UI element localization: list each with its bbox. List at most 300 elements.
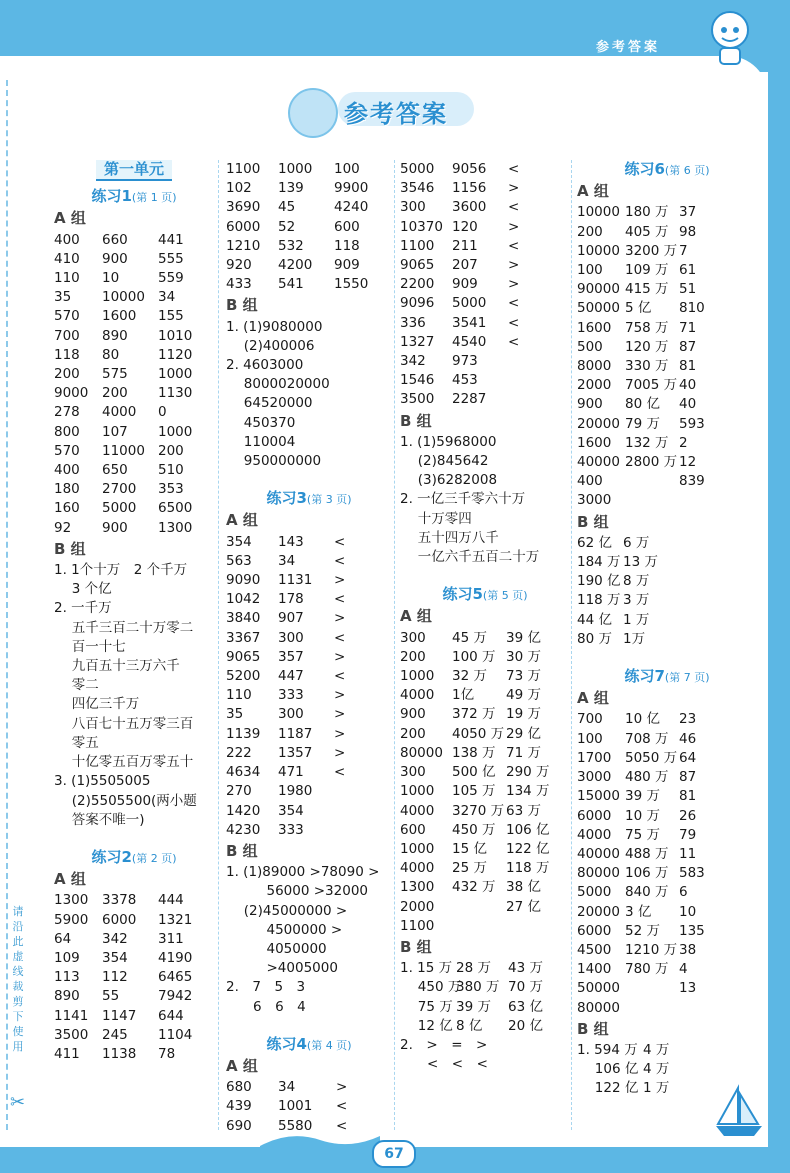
table-cell: 134 万 <box>506 783 550 800</box>
table-row <box>577 261 757 280</box>
table-cell: 810 <box>679 300 705 317</box>
table-cell: 3500 <box>400 391 435 408</box>
table-cell: 7 <box>679 242 688 259</box>
table-cell: 40 <box>679 396 697 413</box>
table-cell: 9065 <box>400 257 435 274</box>
table-cell: 354 <box>102 949 128 966</box>
answer-line: 3. (1)5505005 <box>54 773 151 790</box>
table-cell: 907 <box>278 610 304 627</box>
cut-line <box>6 80 8 1130</box>
table-cell: 4500 <box>577 941 612 958</box>
answer-table <box>577 710 757 1017</box>
answer-line: 十万零四 <box>400 510 472 527</box>
table-cell <box>508 352 548 371</box>
column-2 <box>226 160 392 1136</box>
exercise-7-title <box>577 667 757 687</box>
answer-line: 1. (1)9080000 <box>226 318 323 335</box>
table-cell <box>452 898 506 917</box>
answer-line: 56000 >32000 <box>226 883 368 900</box>
table-cell: 300 <box>400 764 426 781</box>
table-cell: 583 <box>679 865 705 882</box>
table-cell: 1. 15 万 <box>400 960 453 977</box>
table-cell <box>334 821 374 840</box>
table-cell: 354 <box>226 533 252 550</box>
column-divider <box>571 160 572 1130</box>
table-cell: 26 <box>679 807 697 824</box>
table-cell: 2800 万 <box>625 454 678 471</box>
table-cell: 400 <box>54 231 80 248</box>
table-cell: 1131 <box>278 572 313 589</box>
group-b-label: B 组 <box>400 937 432 956</box>
table-row <box>226 590 392 609</box>
page-number: 67 <box>372 1140 416 1168</box>
table-cell: 5580 <box>278 1117 313 1134</box>
table-cell: 118 万 <box>577 592 621 609</box>
table-cell: 122 亿 <box>506 840 550 857</box>
table-cell: 1147 <box>102 1007 137 1024</box>
table-cell: 245 <box>102 1026 128 1043</box>
group-a-label: A 组 <box>226 1056 258 1075</box>
table-cell: 34 <box>158 289 176 306</box>
exercise-page: (第 4 页) <box>306 1038 352 1052</box>
table-cell: 2000 <box>577 377 612 394</box>
table-cell: 1420 <box>226 802 261 819</box>
table-cell: 200 <box>400 648 426 665</box>
table-cell: 1357 <box>278 744 313 761</box>
table-row <box>577 883 757 902</box>
table-row <box>226 648 392 667</box>
table-cell: 1300 <box>54 892 89 909</box>
table-row <box>577 845 757 864</box>
answer-line: 零二 <box>54 677 99 694</box>
table-row <box>400 998 570 1017</box>
answer-line: 零五 <box>54 734 99 751</box>
table-cell: 600 <box>400 821 426 838</box>
table-row <box>577 864 757 883</box>
table-row <box>54 365 214 384</box>
exercise-name: 练习7 <box>624 667 665 686</box>
group-b-label: B 组 <box>226 296 258 315</box>
table-cell: 400 <box>54 462 80 479</box>
table-cell: 1000 <box>278 161 313 177</box>
table-cell: 106 万 <box>625 865 669 882</box>
table-cell: 1000 <box>400 783 435 800</box>
table-row <box>226 1078 392 1097</box>
table-cell: > <box>508 276 520 293</box>
table-cell: 98 <box>679 223 697 240</box>
table-row <box>577 630 757 649</box>
table-row <box>226 237 392 256</box>
table-cell: 102 <box>226 180 252 197</box>
table-cell: 40000 <box>577 454 620 471</box>
table-row <box>577 787 757 806</box>
table-cell: 35 <box>54 289 72 306</box>
table-cell: 8000 <box>577 358 612 375</box>
header-label: 参考答案 <box>596 40 661 55</box>
table-cell <box>679 491 719 510</box>
table-cell <box>508 371 548 390</box>
table-cell: 3000 <box>577 492 612 509</box>
table-cell: 1000 <box>158 366 193 383</box>
table-cell: 9056 <box>452 161 487 177</box>
table-cell: 222 <box>226 744 252 761</box>
table-cell: 4000 <box>400 860 435 877</box>
table-cell: 500 亿 <box>452 764 496 781</box>
table-cell: 532 <box>278 237 304 254</box>
table-row <box>400 978 570 997</box>
answer-table <box>226 160 392 294</box>
table-row <box>54 968 214 987</box>
table-cell: 100 万 <box>452 648 496 665</box>
answer-line: 百一十七 <box>54 638 126 655</box>
table-cell: 20 亿 <box>508 1017 543 1034</box>
table-row <box>400 218 570 237</box>
answer-line: (2)845642 <box>400 453 489 470</box>
table-cell: 5 亿 <box>625 300 652 317</box>
table-cell: 6000 <box>577 922 612 939</box>
table-cell: < <box>334 591 346 608</box>
table-cell <box>625 472 679 491</box>
table-cell: 555 <box>158 250 184 267</box>
table-row <box>226 667 392 686</box>
table-cell: 75 万 <box>625 826 660 843</box>
answer-table <box>400 629 570 936</box>
table-row <box>400 725 570 744</box>
table-cell: 1210 万 <box>625 941 678 958</box>
table-cell: 439 <box>226 1098 252 1115</box>
table-cell: 380 万 <box>456 979 500 996</box>
table-cell <box>625 999 679 1018</box>
table-row <box>577 534 757 553</box>
table-cell: 100 <box>577 262 603 279</box>
group-b-label: B 组 <box>577 1019 609 1038</box>
table-cell: 200 <box>158 442 184 459</box>
table-cell: 9900 <box>334 180 369 197</box>
table-cell: < <box>508 199 520 216</box>
table-cell: 118 <box>334 237 360 254</box>
table-cell: 3367 <box>226 629 261 646</box>
table-cell: 50000 <box>577 300 620 317</box>
table-cell: 471 <box>278 764 304 781</box>
answer-table <box>400 160 570 410</box>
table-cell: 15 亿 <box>452 840 487 857</box>
table-row <box>54 519 214 538</box>
table-cell: 1万 <box>623 630 646 647</box>
table-cell: 1. 594 万 <box>577 1041 638 1058</box>
table-cell: 29 亿 <box>506 725 541 742</box>
answer-line: < < < <box>400 1056 488 1073</box>
answer-line: 4500000 > <box>226 921 343 938</box>
table-cell: 1100 <box>226 161 261 177</box>
table-row <box>400 371 570 390</box>
table-cell: 138 万 <box>452 744 496 761</box>
table-row <box>400 160 570 179</box>
table-row <box>577 710 757 729</box>
table-cell: 570 <box>54 442 80 459</box>
table-cell: 6000 <box>102 911 137 928</box>
table-row <box>577 223 757 242</box>
table-cell: 1980 <box>278 783 313 800</box>
table-cell: > <box>336 1079 348 1096</box>
answer-lines <box>226 863 392 1017</box>
table-row <box>577 453 757 472</box>
table-cell: 8 万 <box>623 573 650 590</box>
table-cell: 1000 <box>400 668 435 685</box>
table-row <box>577 415 757 434</box>
table-cell: 900 <box>102 519 128 536</box>
right-edge-band <box>768 0 790 1173</box>
table-cell: 1亿 <box>452 687 475 704</box>
table-cell: 106 亿 <box>506 821 550 838</box>
table-row <box>400 859 570 878</box>
table-cell <box>508 390 548 409</box>
table-cell: 5000 <box>452 295 487 312</box>
table-row <box>577 807 757 826</box>
table-cell: 909 <box>452 276 478 293</box>
table-row <box>226 763 392 782</box>
table-cell: 120 万 <box>625 338 669 355</box>
table-row <box>54 891 214 910</box>
table-cell: 135 <box>679 922 705 939</box>
table-cell: 4 万 <box>643 1041 670 1058</box>
table-cell: 64 <box>54 930 72 947</box>
table-row <box>226 1097 392 1116</box>
group-b-label: B 组 <box>577 512 609 531</box>
table-cell: 211 <box>452 237 478 254</box>
answer-line: 九百五十三万六千 <box>54 658 180 675</box>
answer-line: 一亿六千五百二十万 <box>400 549 540 566</box>
exercise-name: 练习3 <box>266 489 307 508</box>
table-cell: 411 <box>54 1045 80 1062</box>
table-cell: 34 <box>278 1079 296 1096</box>
table-row <box>226 802 392 821</box>
table-cell: 1010 <box>158 327 193 344</box>
table-cell: 6465 <box>158 969 193 986</box>
table-cell: 400 <box>577 473 603 490</box>
table-cell: 19 万 <box>506 706 541 723</box>
table-row <box>577 826 757 845</box>
table-cell: 62 亿 <box>577 534 612 551</box>
table-row <box>226 725 392 744</box>
answer-table <box>577 203 757 510</box>
table-cell: < <box>336 1098 348 1115</box>
table-row <box>226 198 392 217</box>
table-row <box>400 1017 570 1036</box>
table-cell: 118 <box>54 346 80 363</box>
table-cell: 680 <box>226 1079 252 1096</box>
table-cell: 1300 <box>158 519 193 536</box>
table-cell: 1100 <box>400 237 435 254</box>
table-cell: 3500 <box>54 1026 89 1043</box>
table-row <box>577 979 757 998</box>
table-cell: 112 <box>102 969 128 986</box>
exercise-page: (第 5 页) <box>482 589 528 603</box>
answer-line: 八百七十五万零三百 <box>54 715 194 732</box>
table-cell: 13 <box>679 980 697 997</box>
table-cell: 73 万 <box>506 668 541 685</box>
table-cell: 1120 <box>158 346 193 363</box>
group-b-label: B 组 <box>226 841 258 860</box>
table-cell: 190 亿 <box>577 573 621 590</box>
table-row <box>54 327 214 346</box>
table-cell: > <box>334 572 346 589</box>
table-cell: 1000 <box>400 840 435 857</box>
table-cell: 49 万 <box>506 687 541 704</box>
answer-line: 十亿零五百万零五十 <box>54 754 194 771</box>
table-cell: 1138 <box>102 1045 137 1062</box>
table-row <box>226 179 392 198</box>
table-cell: 342 <box>400 353 426 370</box>
table-cell: 270 <box>226 783 252 800</box>
answer-table <box>54 891 214 1064</box>
table-row <box>226 256 392 275</box>
table-cell: 1130 <box>158 385 193 402</box>
table-row <box>226 705 392 724</box>
table-row <box>400 294 570 313</box>
table-cell: 87 <box>679 769 697 786</box>
table-row <box>577 242 757 261</box>
exercise-3-title <box>226 489 392 509</box>
table-cell: 1600 <box>577 434 612 451</box>
table-cell: 541 <box>278 276 304 293</box>
table-cell: 300 <box>400 629 426 646</box>
table-cell: > <box>334 744 346 761</box>
table-cell: 52 万 <box>625 922 660 939</box>
table-cell <box>452 917 506 936</box>
table-row <box>400 333 570 352</box>
answer-line: 1. (1)89000 >78090 > <box>226 864 380 881</box>
answer-line: 3 个亿 <box>54 581 112 598</box>
answer-table <box>54 231 214 538</box>
table-cell: 39 万 <box>625 788 660 805</box>
table-cell: 3 亿 <box>625 903 652 920</box>
answer-lines <box>54 561 214 830</box>
table-cell: > <box>334 725 346 742</box>
table-cell: 920 <box>226 257 252 274</box>
table-cell: 63 亿 <box>508 998 543 1015</box>
table-cell: 4000 <box>102 404 137 421</box>
answer-line: 4050000 <box>226 940 327 957</box>
table-cell: 1100 <box>400 917 435 934</box>
table-cell: 1001 <box>278 1098 313 1115</box>
exercise-page: (第 6 页) <box>664 164 710 177</box>
answer-line: 2. 一千万 <box>54 600 112 617</box>
table-cell: 75 万 <box>400 998 453 1015</box>
table-cell: > <box>334 706 346 723</box>
table-cell: 81 <box>679 358 697 375</box>
table-cell: 278 <box>54 404 80 421</box>
table-cell: 1300 <box>400 879 435 896</box>
table-row <box>54 442 214 461</box>
table-cell: 79 万 <box>625 415 660 432</box>
table-cell: 3690 <box>226 199 261 216</box>
table-row <box>577 591 757 610</box>
table-cell: 5000 <box>102 500 137 517</box>
table-cell: 290 万 <box>506 764 550 781</box>
exercise-6-title <box>577 160 757 180</box>
table-row <box>400 802 570 821</box>
table-cell: 3546 <box>400 180 435 197</box>
table-cell: 433 <box>226 276 252 293</box>
table-cell: 800 <box>54 423 80 440</box>
table-cell: 575 <box>102 366 128 383</box>
group-a-label: A 组 <box>226 511 258 530</box>
table-row <box>400 917 570 936</box>
table-cell: 52 <box>278 218 296 235</box>
table-cell: 12 <box>679 454 697 471</box>
answer-table <box>226 533 392 840</box>
mascot-icon <box>700 6 760 68</box>
answer-line: 2. 4603000 <box>226 357 304 374</box>
answer-line: 950000000 <box>226 453 322 470</box>
table-cell: 708 万 <box>625 730 669 747</box>
table-cell: 27 亿 <box>506 898 541 915</box>
table-cell: 3 万 <box>623 592 650 609</box>
table-row <box>226 160 392 179</box>
answer-line: 1. 1个十万 2 个千万 <box>54 562 188 579</box>
table-row <box>577 280 757 299</box>
answer-line: 四亿三千万 <box>54 696 140 713</box>
table-cell: < <box>336 1117 348 1134</box>
table-row <box>577 357 757 376</box>
table-row <box>226 218 392 237</box>
table-cell: 900 <box>400 706 426 723</box>
table-row <box>226 571 392 590</box>
table-cell: 30 万 <box>506 648 541 665</box>
table-cell: 336 <box>400 314 426 331</box>
answer-line: 1. (1)5968000 <box>400 433 497 450</box>
table-cell: 453 <box>452 372 478 389</box>
table-cell: 1000 <box>158 423 193 440</box>
table-cell: 6 万 <box>623 534 650 551</box>
table-cell: 1 万 <box>623 611 650 628</box>
table-cell: 4050 万 <box>452 725 505 742</box>
table-row <box>400 198 570 217</box>
answer-line: (2)45000000 > <box>226 902 348 919</box>
table-cell: 1700 <box>577 749 612 766</box>
table-cell: 1104 <box>158 1026 193 1043</box>
table-row <box>54 987 214 1006</box>
exercise-4-title <box>226 1035 392 1055</box>
table-cell: 38 亿 <box>506 879 541 896</box>
table-row <box>226 552 392 571</box>
table-cell: 1600 <box>577 319 612 336</box>
table-cell: 300 <box>278 706 304 723</box>
exercise-page: (第 3 页) <box>306 493 352 507</box>
table-cell: 410 <box>54 250 80 267</box>
table-cell: 39 亿 <box>506 629 541 646</box>
table-row <box>577 491 757 510</box>
table-cell: 13 万 <box>623 554 658 571</box>
table-cell: 120 <box>452 218 478 235</box>
table-cell: 1600 <box>102 308 137 325</box>
table-cell: 178 <box>278 591 304 608</box>
table-cell: 71 万 <box>506 744 541 761</box>
table-cell: 155 <box>158 308 184 325</box>
column-divider <box>218 160 219 1130</box>
table-cell: 6000 <box>577 807 612 824</box>
table-cell: 105 万 <box>452 783 496 800</box>
table-cell: 80 亿 <box>625 396 660 413</box>
table-cell: 9096 <box>400 295 435 312</box>
table-cell: 2700 <box>102 481 137 498</box>
table-cell: 909 <box>334 257 360 274</box>
table-cell: > <box>508 257 520 274</box>
table-cell: 5900 <box>54 911 89 928</box>
table-row <box>400 629 570 648</box>
table-cell: 11 <box>679 845 697 862</box>
table-cell: 34 <box>278 552 296 569</box>
